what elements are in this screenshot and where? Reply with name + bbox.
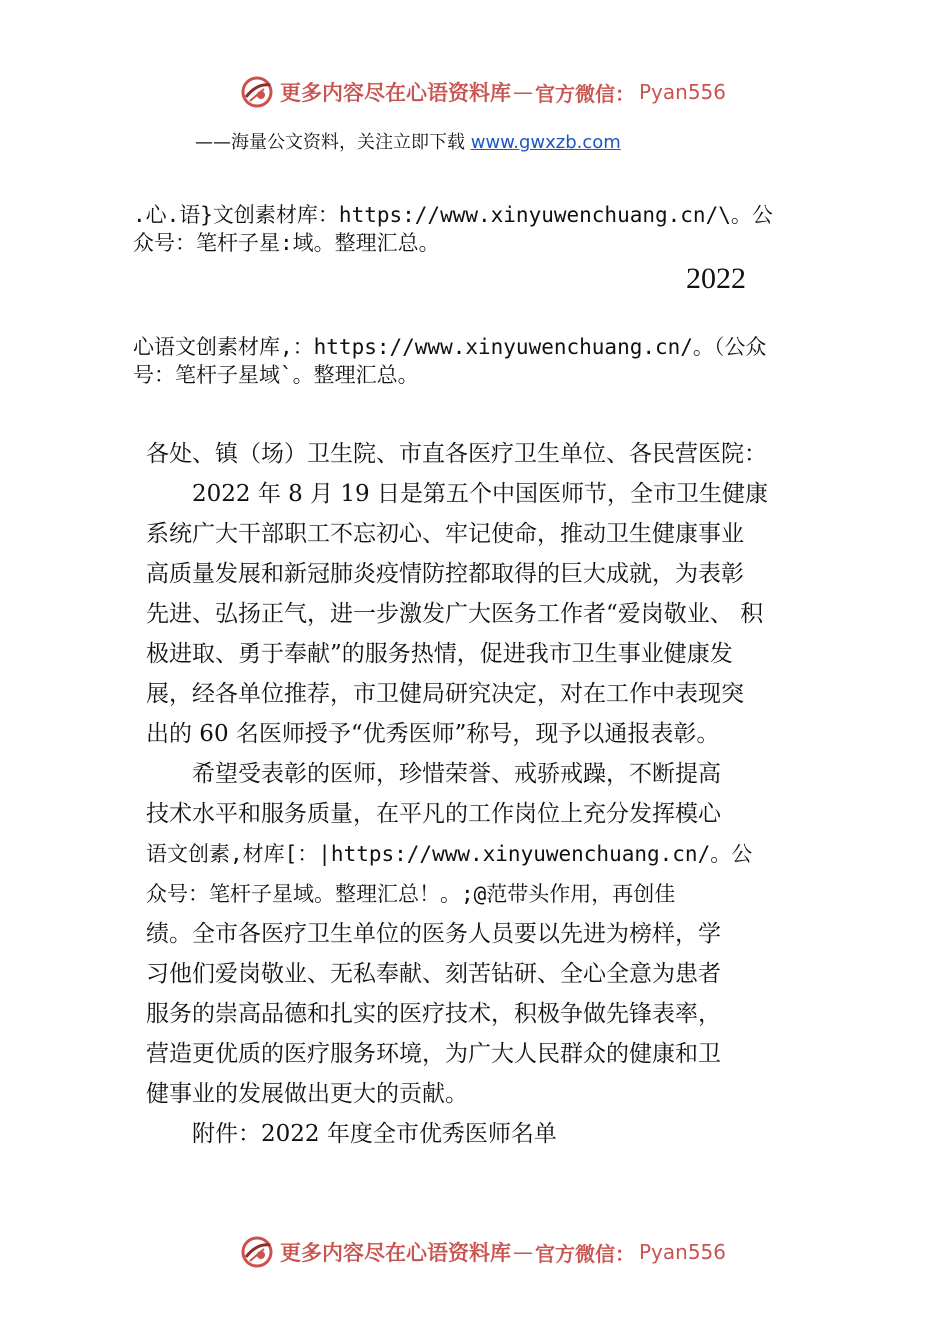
footer-dash: — (513, 1240, 533, 1264)
paragraph-line: 先进、弘扬正气，进一步激发广大医务工作者“爱岗敬业、 积 (146, 601, 764, 627)
paragraph-line: 极进取、勇于奉献”的服务热情，促进我市卫生事业健康发 (146, 641, 733, 667)
paragraph-line: 绩。全市各医疗卫生单位的医务人员要以先进为榜样，学 (146, 921, 721, 947)
paragraph-line: 出的 60 名医师授予“优秀医师”称号，现予以通报表彰。 (146, 721, 720, 747)
attachment-line: 附件：2022 年度全市优秀医师名单 (192, 1121, 557, 1147)
year-heading: 2022 (686, 262, 746, 295)
watermark-line: .心.语}文创素材库：https://www.xinyuwenchuang.cn/\。公 (133, 203, 773, 227)
salutation: 各处、镇（场）卫生院、市直各医疗卫生单位、各民营医院： (146, 441, 767, 467)
header-banner (240, 72, 726, 112)
footer-slogan: 更多内容尽在心语资料库 (280, 1240, 511, 1265)
header-subline (195, 128, 621, 154)
watermark-line: 号：笔杆子星域`。整理汇总。 (133, 363, 419, 387)
header-wechat-id: Pyan556 (639, 80, 727, 104)
paragraph-line: 展，经各单位推荐，市卫健局研究决定，对在工作中表现突 (146, 681, 744, 707)
paragraph-line: 技术水平和服务质量，在平凡的工作岗位上充分发挥模心 (146, 801, 721, 827)
footer-wechat-id: Pyan556 (639, 1240, 727, 1264)
paragraph-line: 语文创素,材库[：|https://www.xinyuwenchuang.cn/。公 (146, 842, 753, 866)
paragraph-line: 健事业的发展做出更大的贡献。 (146, 1081, 468, 1107)
footer-wechat-label: 官方微信： (535, 1241, 635, 1266)
paragraph-1 (146, 474, 768, 754)
download-link[interactable]: www.gwxzb.com (470, 132, 621, 153)
paragraph-line: 希望受表彰的医师，珍惜荣誉、戒骄戒躁，不断提高 (192, 761, 721, 787)
watermark-line: 心语文创素材库,：https://www.xinyuwenchuang.cn/。（公众 (133, 335, 767, 359)
logo-icon (240, 75, 274, 109)
paragraph-line: 营造更优质的医疗服务环境，为广大人民群众的健康和卫 (146, 1041, 721, 1067)
header-wechat-label: 官方微信： (535, 81, 635, 106)
paragraph-line: 众号：笔杆子星域。整理汇总！。;@范带头作用，再创佳 (146, 882, 676, 906)
header-slogan: 更多内容尽在心语资料库 (280, 80, 511, 105)
paragraph-line: 2022 年 8 月 19 日是第五个中国医师节，全市卫生健康 (192, 481, 768, 507)
footer-banner (240, 1232, 726, 1272)
subline-text: ——海量公文资料，关注立即下载 (195, 132, 465, 153)
paragraph-line: 系统广大干部职工不忘初心、牢记使命，推动卫生健康事业 (146, 521, 744, 547)
logo-icon (240, 1235, 274, 1269)
watermark-line: 众号：笔杆子星:域。整理汇总。 (133, 231, 440, 255)
paragraph-2 (146, 754, 752, 1114)
header-dash: — (513, 80, 533, 104)
paragraph-line: 服务的崇高品德和扎实的医疗技术，积极争做先锋表率， (146, 1001, 721, 1027)
paragraph-line: 高质量发展和新冠肺炎疫情防控都取得的巨大成就，为表彰 (146, 561, 744, 587)
paragraph-line: 习他们爱岗敬业、无私奉献、刻苦钻研、全心全意为患者 (146, 961, 721, 987)
